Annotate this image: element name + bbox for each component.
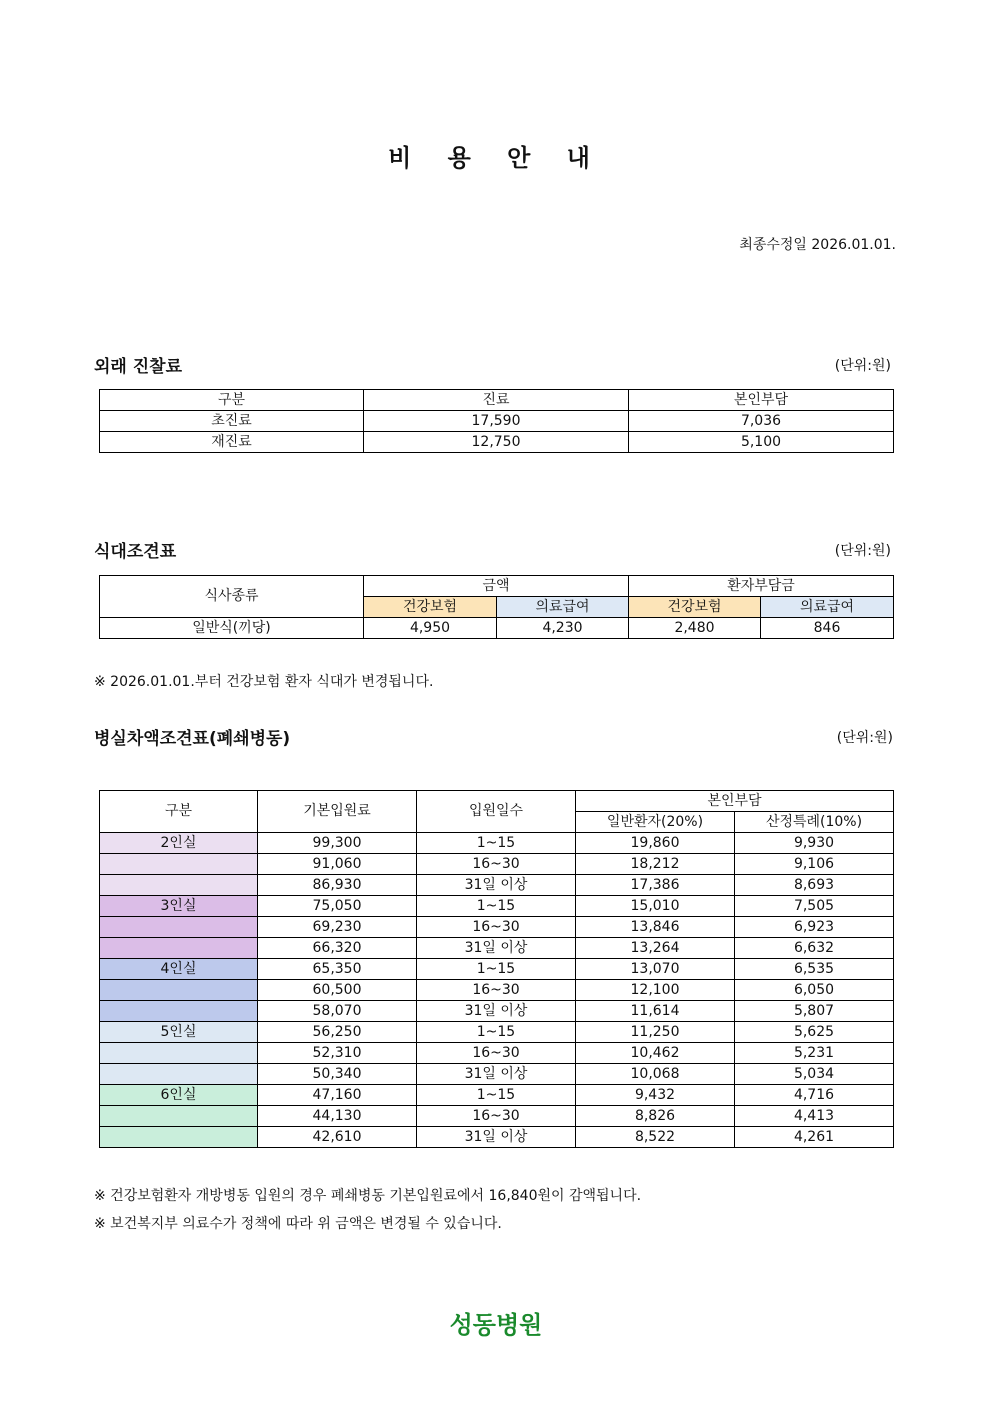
table-cell: 13,846	[576, 917, 735, 938]
table-row	[100, 411, 894, 432]
table-header: 진료	[364, 390, 629, 411]
room-type-cell	[100, 875, 258, 896]
room-type-cell: 4인실	[100, 959, 258, 980]
table-cell: 7,036	[629, 411, 894, 432]
table-cell: 17,386	[576, 875, 735, 896]
table-cell: 4,413	[735, 1106, 894, 1127]
table-cell: 4,261	[735, 1127, 894, 1148]
table-cell: 17,590	[364, 411, 629, 432]
table-row	[100, 959, 894, 980]
table-cell: 16~30	[417, 1043, 576, 1064]
meal-unit: (단위:원)	[834, 543, 891, 559]
last-updated-date: 최종수정일 2026.01.01.	[739, 237, 896, 253]
table-cell: 52,310	[258, 1043, 417, 1064]
table-cell: 1~15	[417, 833, 576, 854]
page-title: 비 용 안 내	[388, 144, 604, 172]
table-header-row	[100, 390, 894, 411]
table-cell: 44,130	[258, 1106, 417, 1127]
table-cell: 91,060	[258, 854, 417, 875]
table-header: 금액	[364, 576, 629, 597]
table-subheader: 일반환자(20%)	[576, 812, 735, 833]
room-type-cell	[100, 1127, 258, 1148]
table-cell: 6,050	[735, 980, 894, 1001]
room-type-cell: 2인실	[100, 833, 258, 854]
table-row	[100, 875, 894, 896]
room-type-cell	[100, 980, 258, 1001]
table-cell: 58,070	[258, 1001, 417, 1022]
table-row	[100, 1022, 894, 1043]
room-type-cell	[100, 917, 258, 938]
room-type-cell	[100, 938, 258, 959]
table-header: 식사종류	[100, 576, 364, 618]
table-subheader: 의료급여	[761, 597, 894, 618]
table-cell: 65,350	[258, 959, 417, 980]
outpatient-fee-table	[99, 389, 894, 453]
table-cell: 846	[761, 618, 894, 639]
table-cell: 31일 이상	[417, 1064, 576, 1085]
table-row	[100, 938, 894, 959]
table-cell: 56,250	[258, 1022, 417, 1043]
table-cell: 10,068	[576, 1064, 735, 1085]
table-cell: 4,716	[735, 1085, 894, 1106]
table-cell: 15,010	[576, 896, 735, 917]
table-cell: 6,535	[735, 959, 894, 980]
table-cell: 75,050	[258, 896, 417, 917]
table-header: 구분	[100, 791, 258, 833]
table-header: 기본입원료	[258, 791, 417, 833]
table-cell: 9,432	[576, 1085, 735, 1106]
table-cell: 16~30	[417, 980, 576, 1001]
meal-section-title: 식대조견표	[94, 542, 177, 562]
table-cell: 5,100	[629, 432, 894, 453]
table-header: 환자부담금	[629, 576, 894, 597]
table-cell: 2,480	[629, 618, 761, 639]
table-cell: 5,807	[735, 1001, 894, 1022]
table-cell: 31일 이상	[417, 1001, 576, 1022]
table-row	[100, 1064, 894, 1085]
room-type-cell: 6인실	[100, 1085, 258, 1106]
table-cell: 4,950	[364, 618, 497, 639]
table-cell: 31일 이상	[417, 875, 576, 896]
room-fee-table	[99, 790, 894, 1148]
table-header: 구분	[100, 390, 364, 411]
room-type-cell	[100, 1106, 258, 1127]
table-cell: 1~15	[417, 1022, 576, 1043]
table-row	[100, 833, 894, 854]
room-type-cell	[100, 854, 258, 875]
table-subheader: 산정특례(10%)	[735, 812, 894, 833]
table-row	[100, 1001, 894, 1022]
table-cell: 8,826	[576, 1106, 735, 1127]
room-note-2: ※ 보건복지부 의료수가 정책에 따라 위 금액은 변경될 수 있습니다.	[94, 1216, 502, 1232]
table-row	[100, 1085, 894, 1106]
table-cell: 16~30	[417, 1106, 576, 1127]
table-header: 입원일수	[417, 791, 576, 833]
table-cell: 13,264	[576, 938, 735, 959]
table-row	[100, 1043, 894, 1064]
meal-fee-table	[99, 575, 894, 639]
table-cell: 13,070	[576, 959, 735, 980]
table-row	[100, 980, 894, 1001]
table-row	[100, 432, 894, 453]
hospital-logo: 성동병원	[449, 1311, 543, 1339]
table-cell: 12,750	[364, 432, 629, 453]
table-cell: 31일 이상	[417, 1127, 576, 1148]
table-cell: 86,930	[258, 875, 417, 896]
table-subheader: 건강보험	[364, 597, 497, 618]
room-type-cell	[100, 1043, 258, 1064]
table-row	[100, 917, 894, 938]
outpatient-unit: (단위:원)	[834, 358, 891, 374]
table-cell: 66,320	[258, 938, 417, 959]
table-cell: 69,230	[258, 917, 417, 938]
room-note-1: ※ 건강보험환자 개방병동 입원의 경우 폐쇄병동 기본입원료에서 16,840원이 감액됩니다.	[94, 1188, 642, 1204]
table-cell: 재진료	[100, 432, 364, 453]
table-header: 본인부담	[576, 791, 894, 812]
room-unit: (단위:원)	[836, 730, 893, 746]
table-row	[100, 854, 894, 875]
table-cell: 42,610	[258, 1127, 417, 1148]
table-cell: 11,614	[576, 1001, 735, 1022]
table-cell: 8,522	[576, 1127, 735, 1148]
table-cell: 초진료	[100, 411, 364, 432]
table-cell: 50,340	[258, 1064, 417, 1085]
table-cell: 19,860	[576, 833, 735, 854]
table-cell: 5,625	[735, 1022, 894, 1043]
table-cell: 47,160	[258, 1085, 417, 1106]
table-subheader: 의료급여	[497, 597, 629, 618]
room-type-cell: 3인실	[100, 896, 258, 917]
table-cell: 10,462	[576, 1043, 735, 1064]
room-type-cell: 5인실	[100, 1022, 258, 1043]
table-cell: 9,930	[735, 833, 894, 854]
table-row	[100, 1127, 894, 1148]
outpatient-section-title: 외래 진찰료	[94, 357, 183, 377]
table-subheader: 건강보험	[629, 597, 761, 618]
table-cell: 8,693	[735, 875, 894, 896]
table-cell: 11,250	[576, 1022, 735, 1043]
table-cell: 99,300	[258, 833, 417, 854]
table-cell: 12,100	[576, 980, 735, 1001]
room-type-cell	[100, 1064, 258, 1085]
table-cell: 5,231	[735, 1043, 894, 1064]
table-cell: 5,034	[735, 1064, 894, 1085]
table-header: 본인부담	[629, 390, 894, 411]
table-cell: 일반식(끼당)	[100, 618, 364, 639]
table-cell: 4,230	[497, 618, 629, 639]
meal-note: ※ 2026.01.01.부터 건강보험 환자 식대가 변경됩니다.	[94, 674, 434, 690]
table-cell: 16~30	[417, 917, 576, 938]
table-cell: 31일 이상	[417, 938, 576, 959]
room-type-cell	[100, 1001, 258, 1022]
table-cell: 6,923	[735, 917, 894, 938]
table-cell: 1~15	[417, 959, 576, 980]
table-cell: 16~30	[417, 854, 576, 875]
table-row	[100, 618, 894, 639]
table-cell: 1~15	[417, 1085, 576, 1106]
table-cell: 60,500	[258, 980, 417, 1001]
table-cell: 18,212	[576, 854, 735, 875]
room-section-title: 병실차액조견표(폐쇄병동)	[94, 729, 291, 749]
table-row	[100, 1106, 894, 1127]
table-row	[100, 896, 894, 917]
table-cell: 7,505	[735, 896, 894, 917]
table-cell: 9,106	[735, 854, 894, 875]
table-cell: 1~15	[417, 896, 576, 917]
table-cell: 6,632	[735, 938, 894, 959]
